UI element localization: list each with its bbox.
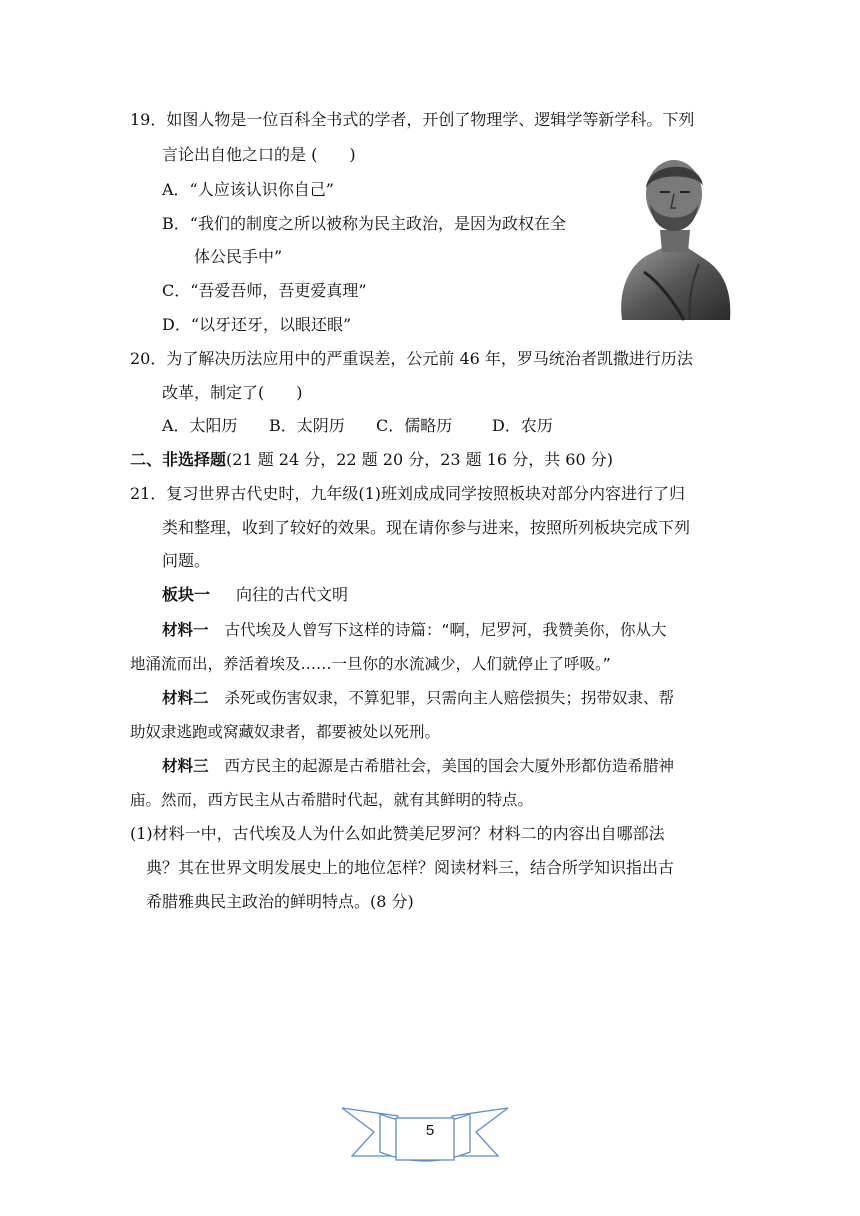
aristotle-bust-image — [614, 152, 734, 322]
material1-line-1 — [162, 620, 667, 640]
block1-heading — [162, 585, 348, 605]
material1-line-2: 地涌流而出，养活着埃及……一旦你的水流减少，人们就停止了呼吸。” — [130, 655, 611, 673]
material1-label: 材料一 — [162, 621, 209, 639]
material3-line-2: 庙。然而，西方民主从古希腊时代起，就有其鲜明的特点。 — [130, 791, 534, 809]
q19-stem-line-2: 言论出自他之口的是 ( ) — [162, 145, 356, 164]
material3-text-1: 西方民主的起源是古希腊社会，美国的国会大厦外形都仿造希腊神 — [224, 757, 675, 775]
q20-stem-line-1: 20．为了解决历法应用中的严重误差，公元前 46 年，罗马统治者凯撒进行历法 — [130, 349, 693, 368]
section-label: 二、非选择题 — [130, 450, 227, 469]
q21-stem-line-2: 类和整理，收到了较好的效果。现在请你参与进来，按照所列板块完成下列 — [162, 518, 691, 537]
q21-sub1-line-2: 典？其在世界文明发展史上的地位怎样？阅读材料三，结合所学知识指出古 — [146, 858, 675, 877]
page-number: 5 — [425, 1122, 435, 1139]
q20-stem-line-2: 改革，制定了( ) — [162, 383, 303, 402]
q20-option-c: C．儒略历 — [376, 416, 453, 435]
material2-text-1: 杀死或伤害奴隶，不算犯罪，只需向主人赔偿损失；拐带奴隶、帮 — [224, 689, 675, 707]
section-detail: (21 题 24 分，22 题 20 分，23 题 16 分，共 60 分) — [226, 450, 613, 469]
q19-stem-line-1: 19．如图人物是一位百科全书式的学者，开创了物理学、逻辑学等新学科。下列 — [130, 110, 695, 129]
q19-option-b-line-2: 体公民手中” — [194, 247, 283, 266]
q20-option-b: B．太阴历 — [269, 416, 345, 435]
q20-option-d: D．农历 — [492, 416, 553, 435]
q21-sub1-line-1: (1)材料一中，古代埃及人为什么如此赞美尼罗河？材料二的内容出自哪部法 — [130, 824, 665, 843]
material3-line-1 — [162, 756, 674, 776]
q21-stem-line-1: 21．复习世界古代史时，九年级(1)班刘成成同学按照板块对部分内容进行了归 — [130, 484, 686, 503]
material1-text-1: 古代埃及人曾写下这样的诗篇：“啊，尼罗河，我赞美你，你从大 — [224, 621, 667, 639]
section-heading — [130, 450, 613, 470]
q20-option-a: A．太阳历 — [162, 416, 238, 435]
q19-option-c: C．“吾爱吾师，吾更爱真理” — [162, 281, 367, 300]
material2-line-2: 助奴隶逃跑或窝藏奴隶者，都要被处以死刑。 — [130, 723, 441, 741]
material2-label: 材料二 — [162, 689, 209, 707]
q19-option-b-line-1: B．“我们的制度之所以被称为民主政治，是因为政权在全 — [162, 214, 566, 233]
q19-option-a: A．“人应该认识你自己” — [162, 180, 334, 199]
material2-line-1 — [162, 688, 674, 708]
q21-stem-line-3: 问题。 — [162, 551, 211, 570]
block1-title: 向往的古代文明 — [236, 585, 349, 604]
q19-option-d: D．“以牙还牙，以眼还眼” — [162, 315, 352, 334]
material3-label: 材料三 — [162, 757, 209, 775]
block1-label: 板块一 — [162, 585, 211, 604]
q21-sub1-line-3: 希腊雅典民主政治的鲜明特点。(8 分) — [146, 892, 414, 911]
